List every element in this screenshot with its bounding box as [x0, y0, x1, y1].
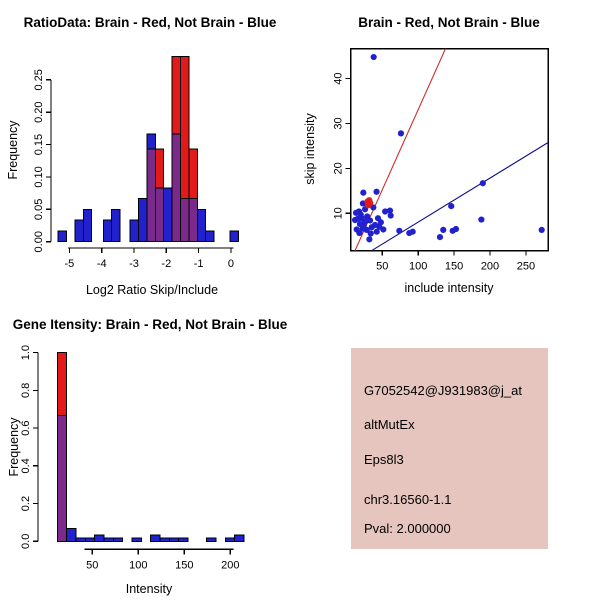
y-tick-label: 40: [332, 72, 345, 85]
info-gene-name: Eps8l3: [364, 452, 404, 467]
ratio-histogram-plot-area: [33, 57, 238, 270]
y-tick-label: 0.0: [20, 533, 32, 549]
data-point-blue: [380, 226, 386, 232]
panel-ratio-histogram: [6, 15, 277, 297]
x-tick-label: -4: [96, 258, 107, 270]
data-point-blue: [396, 228, 402, 234]
y-tick-label: 1.0: [20, 344, 32, 361]
histogram-bar-blue: [113, 538, 122, 541]
scatter-ylabel: skip intensity: [303, 113, 317, 185]
histogram-bar-blue: [132, 538, 141, 541]
info-panel-background: [351, 348, 548, 549]
info-probe-id: G7052542@J931983@j_at: [364, 383, 522, 398]
panel-gene-histogram: [7, 317, 288, 596]
histogram-bar-red: [189, 149, 197, 198]
histogram-bar-blue: [169, 538, 178, 541]
info-event-type: altMutEx: [364, 417, 415, 432]
x-tick-label: 250: [516, 260, 536, 273]
x-tick-label: -2: [161, 258, 172, 270]
y-tick-label: 0.20: [33, 101, 45, 123]
histogram-bar-blue: [151, 535, 160, 541]
histogram-bar-blue: [67, 529, 76, 542]
data-point-blue: [361, 223, 367, 229]
scatter-xlabel: include intensity: [404, 281, 494, 295]
histogram-bar-blue: [95, 535, 104, 541]
data-point-blue: [373, 189, 379, 195]
data-point-blue: [410, 229, 416, 235]
panel-intensity-scatter: [303, 15, 548, 295]
data-point-blue: [437, 234, 443, 240]
data-point-blue: [374, 229, 380, 235]
y-tick-label: 0.15: [33, 133, 45, 156]
histogram-bar-red: [172, 57, 180, 134]
x-tick-label: 150: [175, 559, 194, 572]
y-tick-label: 10: [332, 207, 345, 220]
histogram-bar-red: [57, 353, 66, 416]
histogram-bar-blue: [206, 231, 214, 242]
data-point-blue: [371, 54, 377, 60]
histogram-bar-blue: [130, 220, 138, 242]
x-tick-label: 50: [376, 260, 389, 273]
panel-gene-info: [351, 348, 548, 549]
info-location: chr3.16560-1.1: [364, 492, 452, 507]
data-point-blue: [366, 236, 372, 242]
y-tick-label: 0.25: [33, 69, 45, 91]
histogram-bar-red: [181, 57, 189, 199]
y-tick-label: 0.6: [20, 420, 32, 436]
histogram-bar-blue: [58, 231, 66, 242]
x-tick-label: -5: [64, 258, 75, 270]
y-tick-label: 0.4: [20, 458, 32, 474]
histogram-bar-overlap: [172, 134, 180, 242]
data-point-blue: [480, 180, 486, 186]
data-point-blue: [360, 190, 366, 196]
gene-histogram-plot-area: [20, 345, 244, 571]
x-tick-label: 150: [444, 260, 464, 273]
histogram-bar-blue: [103, 220, 111, 242]
histogram-bar-blue: [104, 538, 113, 541]
data-point-blue: [453, 226, 459, 232]
x-tick-label: 100: [409, 260, 428, 273]
data-point-blue: [368, 230, 374, 236]
info-pvalue: Pval: 2.000000: [364, 521, 451, 536]
gene-histogram-xlabel: Intensity: [125, 582, 173, 596]
scatter-plot-area: [333, 49, 549, 273]
histogram-bar-blue: [75, 220, 83, 242]
regression-line: [372, 142, 549, 250]
x-tick-label: -1: [193, 258, 204, 270]
histogram-bar-blue: [85, 538, 94, 541]
y-tick-label: 30: [332, 117, 345, 130]
histogram-bar-blue: [230, 231, 238, 242]
histogram-bar-blue: [207, 538, 216, 541]
histogram-bar-overlap: [189, 199, 197, 242]
histogram-bar-blue: [147, 134, 155, 149]
histogram-bar-overlap: [155, 188, 163, 242]
histogram-bar-blue: [139, 199, 147, 242]
histogram-bar-overlap: [57, 415, 66, 541]
histogram-bar-blue: [225, 538, 234, 541]
histogram-bar-blue: [197, 209, 205, 241]
x-tick-label: 100: [129, 559, 148, 572]
x-tick-label: 200: [480, 260, 500, 273]
ratio-histogram-title: RatioData: Brain - Red, Not Brain - Blue: [23, 15, 277, 30]
y-tick-label: 20: [332, 162, 345, 175]
x-tick-label: 200: [221, 559, 240, 572]
data-point-blue: [539, 227, 545, 233]
y-tick-label: 0.8: [20, 382, 32, 399]
histogram-bar-blue: [76, 538, 85, 541]
histogram-bar-blue: [164, 188, 172, 242]
y-tick-label: 0.00: [33, 231, 45, 253]
histogram-bar-blue: [112, 209, 120, 241]
data-point-blue: [356, 230, 362, 236]
histogram-bar-overlap: [181, 199, 189, 242]
x-tick-label: 0: [227, 258, 234, 270]
data-point-red: [367, 200, 373, 206]
histogram-bar-blue: [83, 209, 91, 241]
data-point-blue: [478, 216, 484, 222]
data-point-blue: [358, 212, 364, 218]
x-tick-label: -3: [129, 258, 139, 270]
histogram-bar-blue: [235, 535, 244, 541]
gene-histogram-ylabel: Frequency: [7, 417, 21, 477]
histogram-bar-overlap: [147, 149, 155, 242]
x-tick-label: 50: [86, 559, 99, 572]
data-point-blue: [364, 213, 370, 219]
histogram-bar-blue: [160, 538, 169, 541]
y-tick-label: 0.10: [33, 166, 45, 188]
histogram-bar-red: [155, 149, 163, 188]
y-tick-label: 0.05: [33, 198, 45, 221]
gene-histogram-title: Gene Itensity: Brain - Red, Not Brain - Blue: [12, 317, 288, 332]
y-tick-label: 0.2: [20, 495, 32, 512]
ratio-histogram-ylabel: Frequency: [6, 120, 20, 180]
data-point-blue: [378, 219, 384, 225]
data-point-blue: [398, 130, 404, 136]
ratio-histogram-xlabel: Log2 Ratio Skip/Include: [85, 283, 219, 297]
data-point-blue: [448, 203, 454, 209]
scatter-title: Brain - Red, Not Brain - Blue: [358, 15, 540, 30]
histogram-bar-blue: [179, 538, 188, 541]
data-point-blue: [388, 212, 394, 218]
data-point-blue: [440, 227, 446, 233]
